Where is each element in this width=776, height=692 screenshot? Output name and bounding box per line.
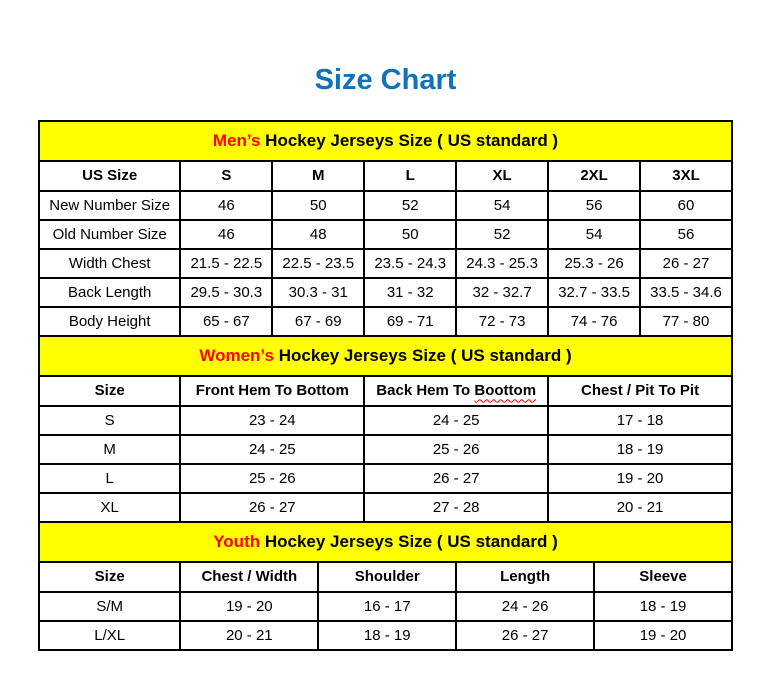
cell: 56 (640, 220, 732, 249)
row-label: L/XL (39, 621, 180, 650)
cell: 22.5 - 23.5 (272, 249, 364, 278)
cell: 24 - 25 (364, 406, 548, 435)
womens-accent-word: Women’s (199, 346, 274, 366)
column-header: Front Hem To Bottom (180, 376, 364, 406)
column-header: US Size (39, 161, 180, 191)
cell: 25 - 26 (364, 435, 548, 464)
cell: 23 - 24 (180, 406, 364, 435)
page-title: Size Chart (314, 64, 457, 96)
cell: 74 - 76 (548, 307, 640, 336)
mens-section-title (39, 121, 732, 161)
cell: 32.7 - 33.5 (548, 278, 640, 307)
cell: 18 - 19 (318, 621, 456, 650)
mens-title-rest: Hockey Jerseys Size ( US standard ) (260, 131, 559, 151)
womens-size-table (38, 335, 733, 523)
cell: 72 - 73 (456, 307, 548, 336)
cell: 67 - 69 (272, 307, 364, 336)
column-header: S (180, 161, 272, 191)
cell: 19 - 20 (548, 464, 732, 493)
cell: 21.5 - 22.5 (180, 249, 272, 278)
row-label: S (39, 406, 180, 435)
cell: 33.5 - 34.6 (640, 278, 732, 307)
table-row (39, 406, 732, 435)
row-label: New Number Size (39, 191, 180, 220)
table-row (39, 621, 732, 650)
column-header: Shoulder (318, 562, 456, 592)
cell: 46 (180, 220, 272, 249)
cell: 50 (364, 220, 456, 249)
cell: 24 - 26 (456, 592, 594, 621)
cell: 17 - 18 (548, 406, 732, 435)
cell: 26 - 27 (364, 464, 548, 493)
row-label: M (39, 435, 180, 464)
cell: 54 (548, 220, 640, 249)
table-row (39, 307, 732, 336)
womens-header-row (39, 376, 732, 406)
column-header-back-hem (364, 376, 548, 406)
cell: 77 - 80 (640, 307, 732, 336)
cell: 26 - 27 (640, 249, 732, 278)
cell: 29.5 - 30.3 (180, 278, 272, 307)
cell: 26 - 27 (456, 621, 594, 650)
cell: 19 - 20 (180, 592, 318, 621)
column-header: L (364, 161, 456, 191)
cell: 16 - 17 (318, 592, 456, 621)
table-row (39, 464, 732, 493)
column-header: Size (39, 562, 180, 592)
cell: 48 (272, 220, 364, 249)
cell: 46 (180, 191, 272, 220)
row-label: XL (39, 493, 180, 522)
column-header: 3XL (640, 161, 732, 191)
cell: 19 - 20 (594, 621, 732, 650)
table-row (39, 592, 732, 621)
cell: 23.5 - 24.3 (364, 249, 456, 278)
cell: 32 - 32.7 (456, 278, 548, 307)
cell: 24.3 - 25.3 (456, 249, 548, 278)
cell: 69 - 71 (364, 307, 456, 336)
cell: 30.3 - 31 (272, 278, 364, 307)
row-label: S/M (39, 592, 180, 621)
youth-title-rest: Hockey Jerseys Size ( US standard ) (260, 532, 558, 552)
youth-accent-word: Youth (213, 532, 261, 552)
youth-section-title (39, 522, 732, 562)
cell: 52 (364, 191, 456, 220)
column-header: XL (456, 161, 548, 191)
cell: 50 (272, 191, 364, 220)
mens-size-table (38, 120, 733, 337)
cell: 26 - 27 (180, 493, 364, 522)
column-header: Length (456, 562, 594, 592)
table-row (39, 220, 732, 249)
back-hem-misspelled-word: Boottom (474, 382, 537, 400)
table-row (39, 191, 732, 220)
cell: 31 - 32 (364, 278, 456, 307)
cell: 18 - 19 (548, 435, 732, 464)
back-hem-prefix: Back Hem To (376, 382, 475, 400)
mens-accent-word: Men’s (212, 131, 261, 151)
column-header: Size (39, 376, 180, 406)
row-label: Back Length (39, 278, 180, 307)
column-header: Chest / Pit To Pit (548, 376, 732, 406)
table-row (39, 435, 732, 464)
cell: 20 - 21 (180, 621, 318, 650)
column-header: Sleeve (594, 562, 732, 592)
row-label: Old Number Size (39, 220, 180, 249)
cell: 65 - 67 (180, 307, 272, 336)
table-row (39, 278, 732, 307)
cell: 60 (640, 191, 732, 220)
mens-header-row (39, 161, 732, 191)
cell: 27 - 28 (364, 493, 548, 522)
cell: 20 - 21 (548, 493, 732, 522)
row-label: Width Chest (39, 249, 180, 278)
column-header: Chest / Width (180, 562, 318, 592)
column-header: M (272, 161, 364, 191)
youth-header-row (39, 562, 732, 592)
cell: 25.3 - 26 (548, 249, 640, 278)
mens-section-band (39, 121, 732, 161)
table-row (39, 493, 732, 522)
cell: 18 - 19 (594, 592, 732, 621)
womens-section-band (39, 336, 732, 376)
column-header: 2XL (548, 161, 640, 191)
row-label: Body Height (39, 307, 180, 336)
table-row (39, 249, 732, 278)
size-chart-tables (38, 120, 733, 651)
cell: 52 (456, 220, 548, 249)
cell: 25 - 26 (180, 464, 364, 493)
cell: 24 - 25 (180, 435, 364, 464)
womens-section-title (39, 336, 732, 376)
row-label: L (39, 464, 180, 493)
cell: 54 (456, 191, 548, 220)
youth-size-table (38, 521, 733, 651)
youth-section-band (39, 522, 732, 562)
womens-title-rest: Hockey Jerseys Size ( US standard ) (273, 346, 572, 366)
cell: 56 (548, 191, 640, 220)
